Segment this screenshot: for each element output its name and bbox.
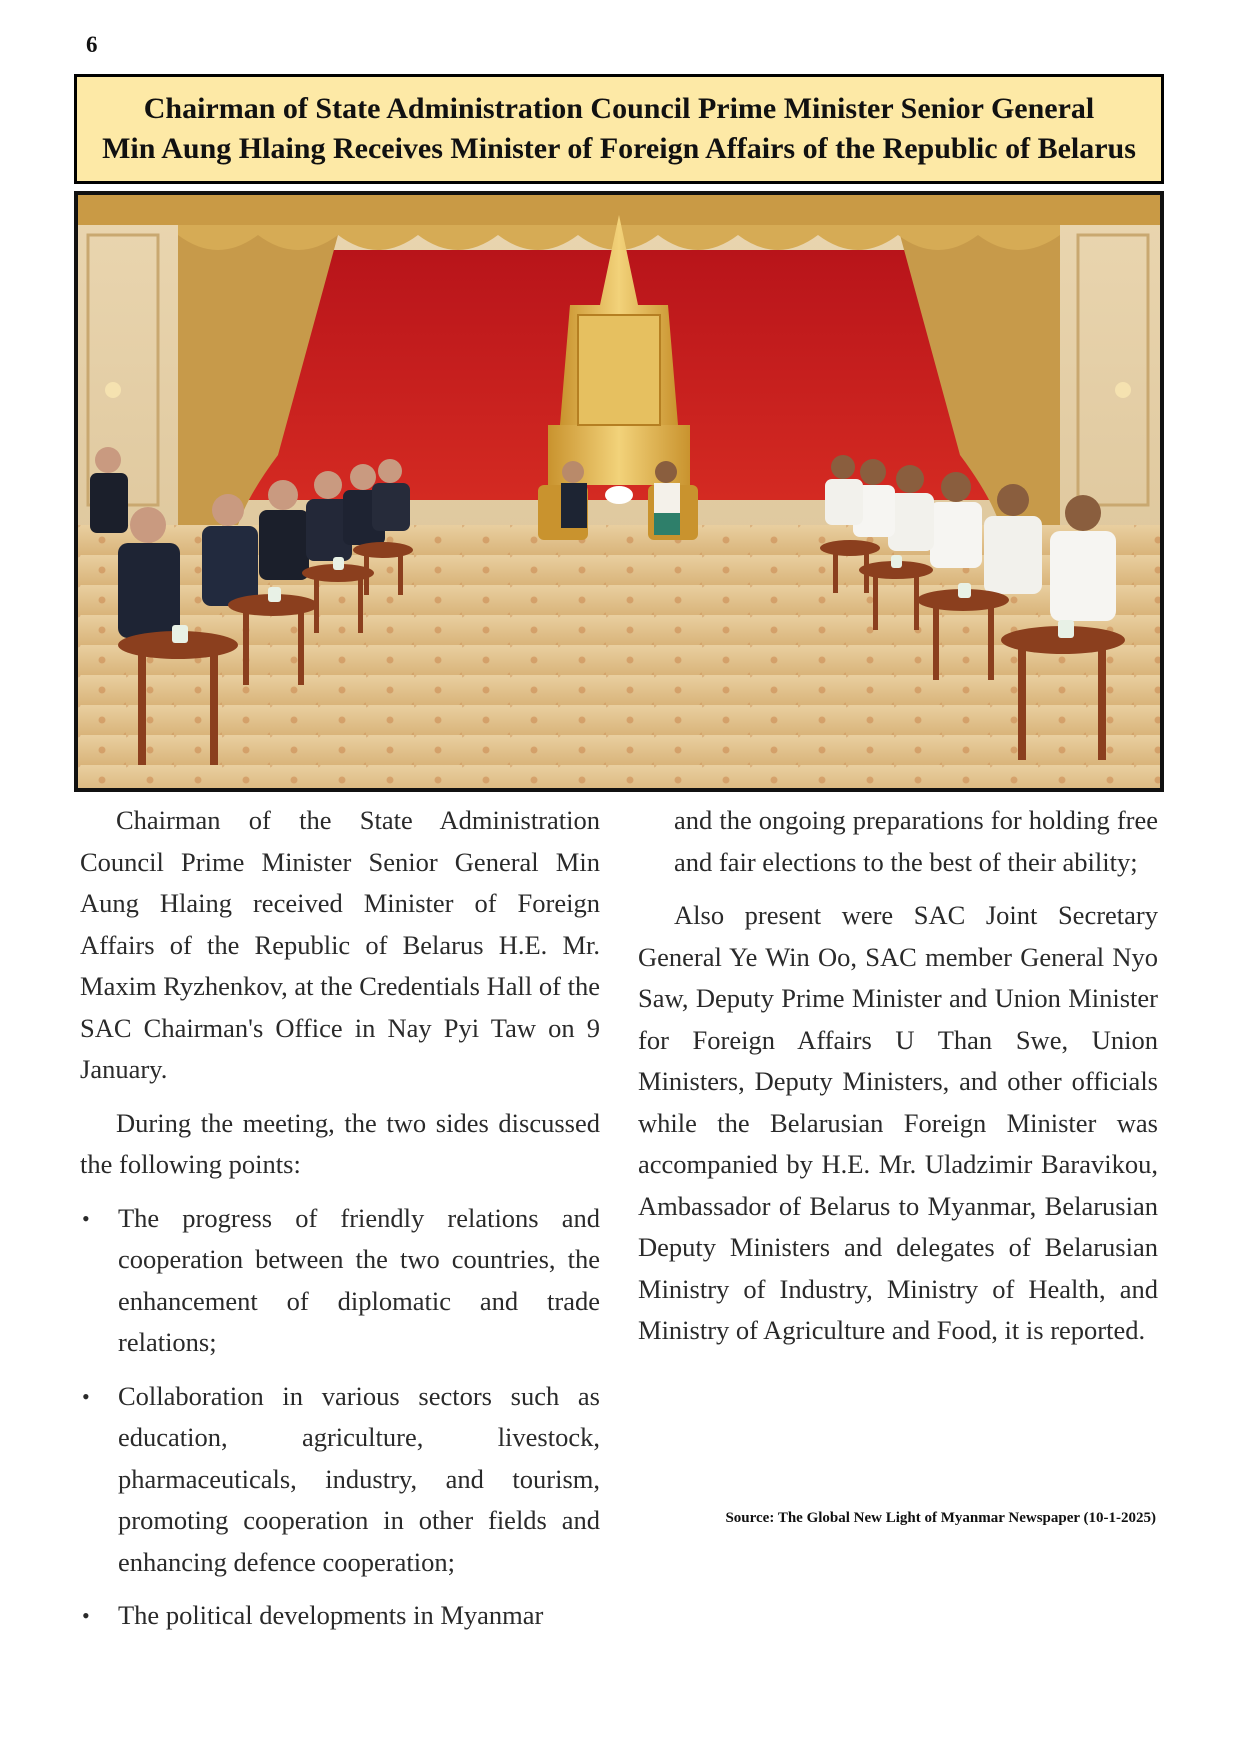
article-column-left: [80, 800, 600, 1649]
headline-line-2: Min Aung Hlaing Receives Minister of Foreign Affairs of the Republic of Belarus: [102, 132, 1136, 165]
article-paragraph-2: During the meeting, the two sides discussed the following points:: [80, 1107, 600, 1179]
list-item: • Collaboration in various sectors such as education, agriculture, livestock, pharmaceuticals, industry, and tourism, promoting cooperation in other fields and enhancing defence cooperation;: [80, 1376, 600, 1584]
bullet-icon: •: [82, 1383, 90, 1409]
list-item: • The progress of friendly relations and cooperation between the two countries, the enhancement of diplomatic and trade relations;: [80, 1198, 600, 1364]
article-column-right: [638, 800, 1158, 1364]
headline-box: [74, 74, 1164, 184]
article-paragraph-3: Also present were SAC Joint Secretary General Ye Win Oo, SAC member General Nyo Saw, Deputy Prime Minister and Union Minister for Foreign Affairs U Than Swe, Union Ministers, Deputy Ministers, and other officials while the Belarusian Foreign Minister was accompanied by H.E. Mr. Uladzimir Baravikou, Ambassador of Belarus to Myanmar, Belarusian Deputy Ministers and delegates of Belarusian Ministry of Industry, Ministry of Health, and Ministry of Agriculture and Food, it is reported.: [638, 900, 1158, 1345]
meeting-hall-photo: [74, 191, 1164, 792]
bullet-icon: •: [82, 1603, 90, 1628]
bullet-icon: •: [82, 1205, 90, 1231]
bullet-continuation: and the ongoing preparations for holding free and fair elections to the best of their ability;: [674, 805, 1158, 877]
list-item: • The political developments in Myanmar: [80, 1595, 600, 1637]
page-number: 6: [86, 32, 98, 57]
discussion-points-list: [80, 1198, 600, 1637]
headline-line-1: Chairman of State Administration Council Prime Minister Senior General: [143, 92, 1095, 125]
article-paragraph-1: Chairman of the State Administration Council Prime Minister Senior General Min Aung Hlaing received Minister of Foreign Affairs of the Republic of Belarus H.E. Mr. Maxim Ryzhenkov, at the Credentials Hall of the SAC Chairman's Office in Nay Pyi Taw on 9 January.: [80, 805, 600, 1084]
source-credit: Source: The Global New Light of Myanmar Newspaper (10-1-2025): [725, 1510, 1156, 1526]
